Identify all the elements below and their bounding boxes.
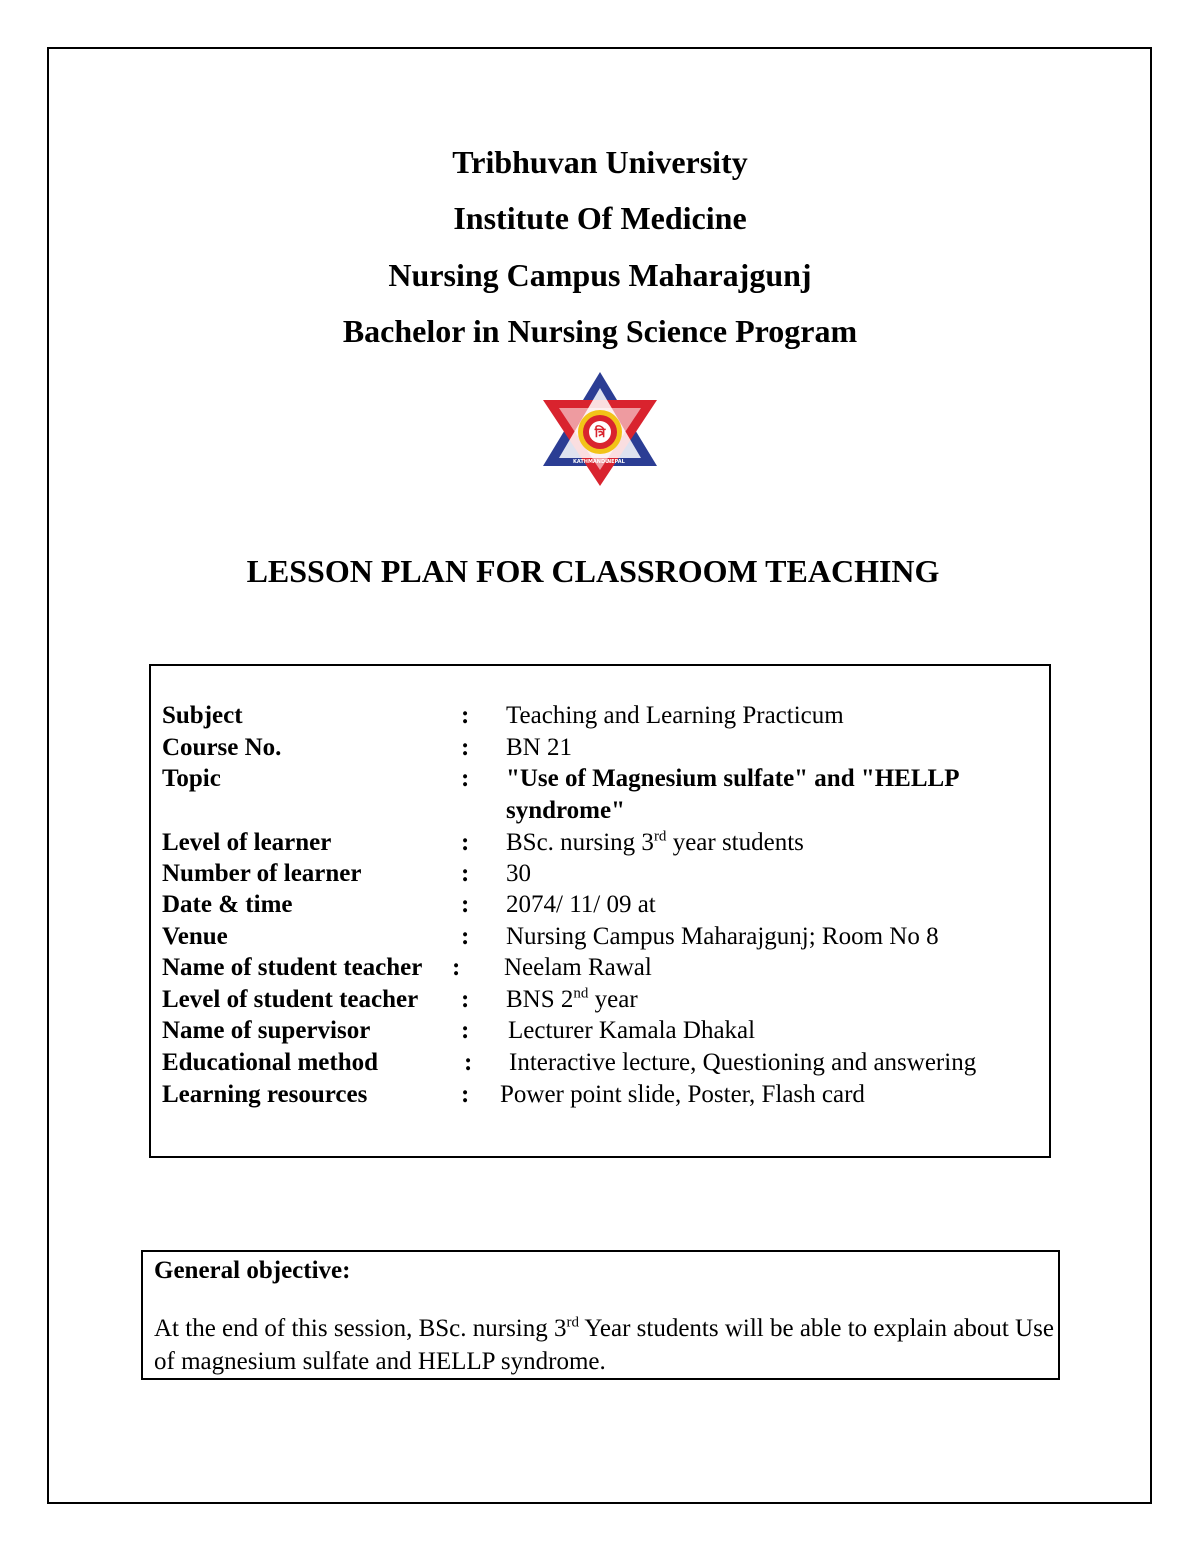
resources-label: Learning resources	[162, 1081, 368, 1108]
info-row-topic	[151, 763, 1051, 824]
subject-value: Teaching and Learning Practicum	[506, 702, 844, 729]
tribhuvan-university-emblem-icon	[537, 370, 663, 488]
number-learner-label: Number of learner	[162, 860, 362, 887]
course-value: BN 21	[506, 734, 572, 761]
colon: :	[461, 923, 470, 950]
venue-label: Venue	[162, 923, 228, 950]
info-row-venue	[151, 921, 1051, 953]
colon: :	[461, 1017, 470, 1044]
supervisor-value: Lecturer Kamala Dhakal	[508, 1017, 756, 1044]
general-objective-text: At the end of this session, BSc. nursing 3rd Year students will be able to explain about Use of magnesium sulfate and HELLP syndrome.	[154, 1314, 1054, 1375]
student-teacher-value: Neelam Rawal	[504, 954, 652, 981]
topic-label: Topic	[162, 765, 221, 792]
info-row-level-teacher	[151, 984, 1051, 1016]
colon: :	[461, 986, 470, 1013]
topic-value: "Use of Magnesium sulfate" and "HELLP syndrome"	[506, 765, 959, 824]
info-row-subject	[151, 700, 1051, 732]
level-learner-value: BSc. nursing 3rd year students	[506, 828, 804, 856]
info-row-resources	[151, 1079, 1051, 1111]
resources-value: Power point slide, Poster, Flash card	[500, 1081, 865, 1108]
program-name: Bachelor in Nursing Science Program	[342, 313, 858, 349]
general-objective-title: General objective:	[154, 1257, 351, 1284]
info-row-student-teacher	[151, 952, 1051, 984]
number-learner-value: 30	[506, 860, 531, 887]
svg-text:NEPAL: NEPAL	[607, 459, 625, 465]
colon: :	[461, 734, 470, 761]
colon: :	[461, 1081, 470, 1108]
institute-name: Institute Of Medicine	[453, 200, 747, 236]
colon: :	[461, 860, 470, 887]
venue-value: Nursing Campus Maharajgunj; Room No 8	[506, 923, 939, 950]
level-teacher-value: BNS 2nd year	[506, 985, 638, 1013]
info-row-method	[151, 1047, 1051, 1079]
info-row-course	[151, 732, 1051, 764]
university-name: Tribhuvan University	[452, 144, 748, 180]
info-row-level-learner	[151, 827, 1051, 859]
colon: :	[461, 765, 470, 792]
method-label: Educational method	[162, 1049, 379, 1076]
campus-name: Nursing Campus Maharajgunj	[388, 257, 812, 293]
colon: :	[452, 954, 461, 981]
date-label: Date & time	[162, 891, 293, 918]
info-row-date	[151, 889, 1051, 921]
info-row-number-learner	[151, 858, 1051, 890]
lesson-info-box	[149, 664, 1051, 1158]
subject-label: Subject	[162, 702, 243, 729]
supervisor-label: Name of supervisor	[162, 1017, 371, 1044]
student-teacher-label: Name of student teacher	[162, 954, 423, 981]
course-label: Course No.	[162, 734, 282, 761]
level-teacher-label: Level of student teacher	[162, 986, 419, 1013]
info-row-supervisor	[151, 1015, 1051, 1047]
lesson-plan-title: LESSON PLAN FOR CLASSROOM TEACHING	[246, 553, 940, 589]
general-objective-box	[141, 1250, 1060, 1380]
colon: :	[461, 829, 470, 856]
colon: :	[461, 702, 470, 729]
method-value: Interactive lecture, Questioning and answering	[509, 1049, 977, 1076]
colon: :	[461, 891, 470, 918]
date-value: 2074/ 11/ 09 at	[506, 891, 656, 918]
colon: :	[464, 1049, 473, 1076]
svg-text:त्रि: त्रि	[594, 426, 606, 441]
level-learner-label: Level of learner	[162, 829, 332, 856]
svg-text:KATHMANDU: KATHMANDU	[573, 459, 610, 465]
